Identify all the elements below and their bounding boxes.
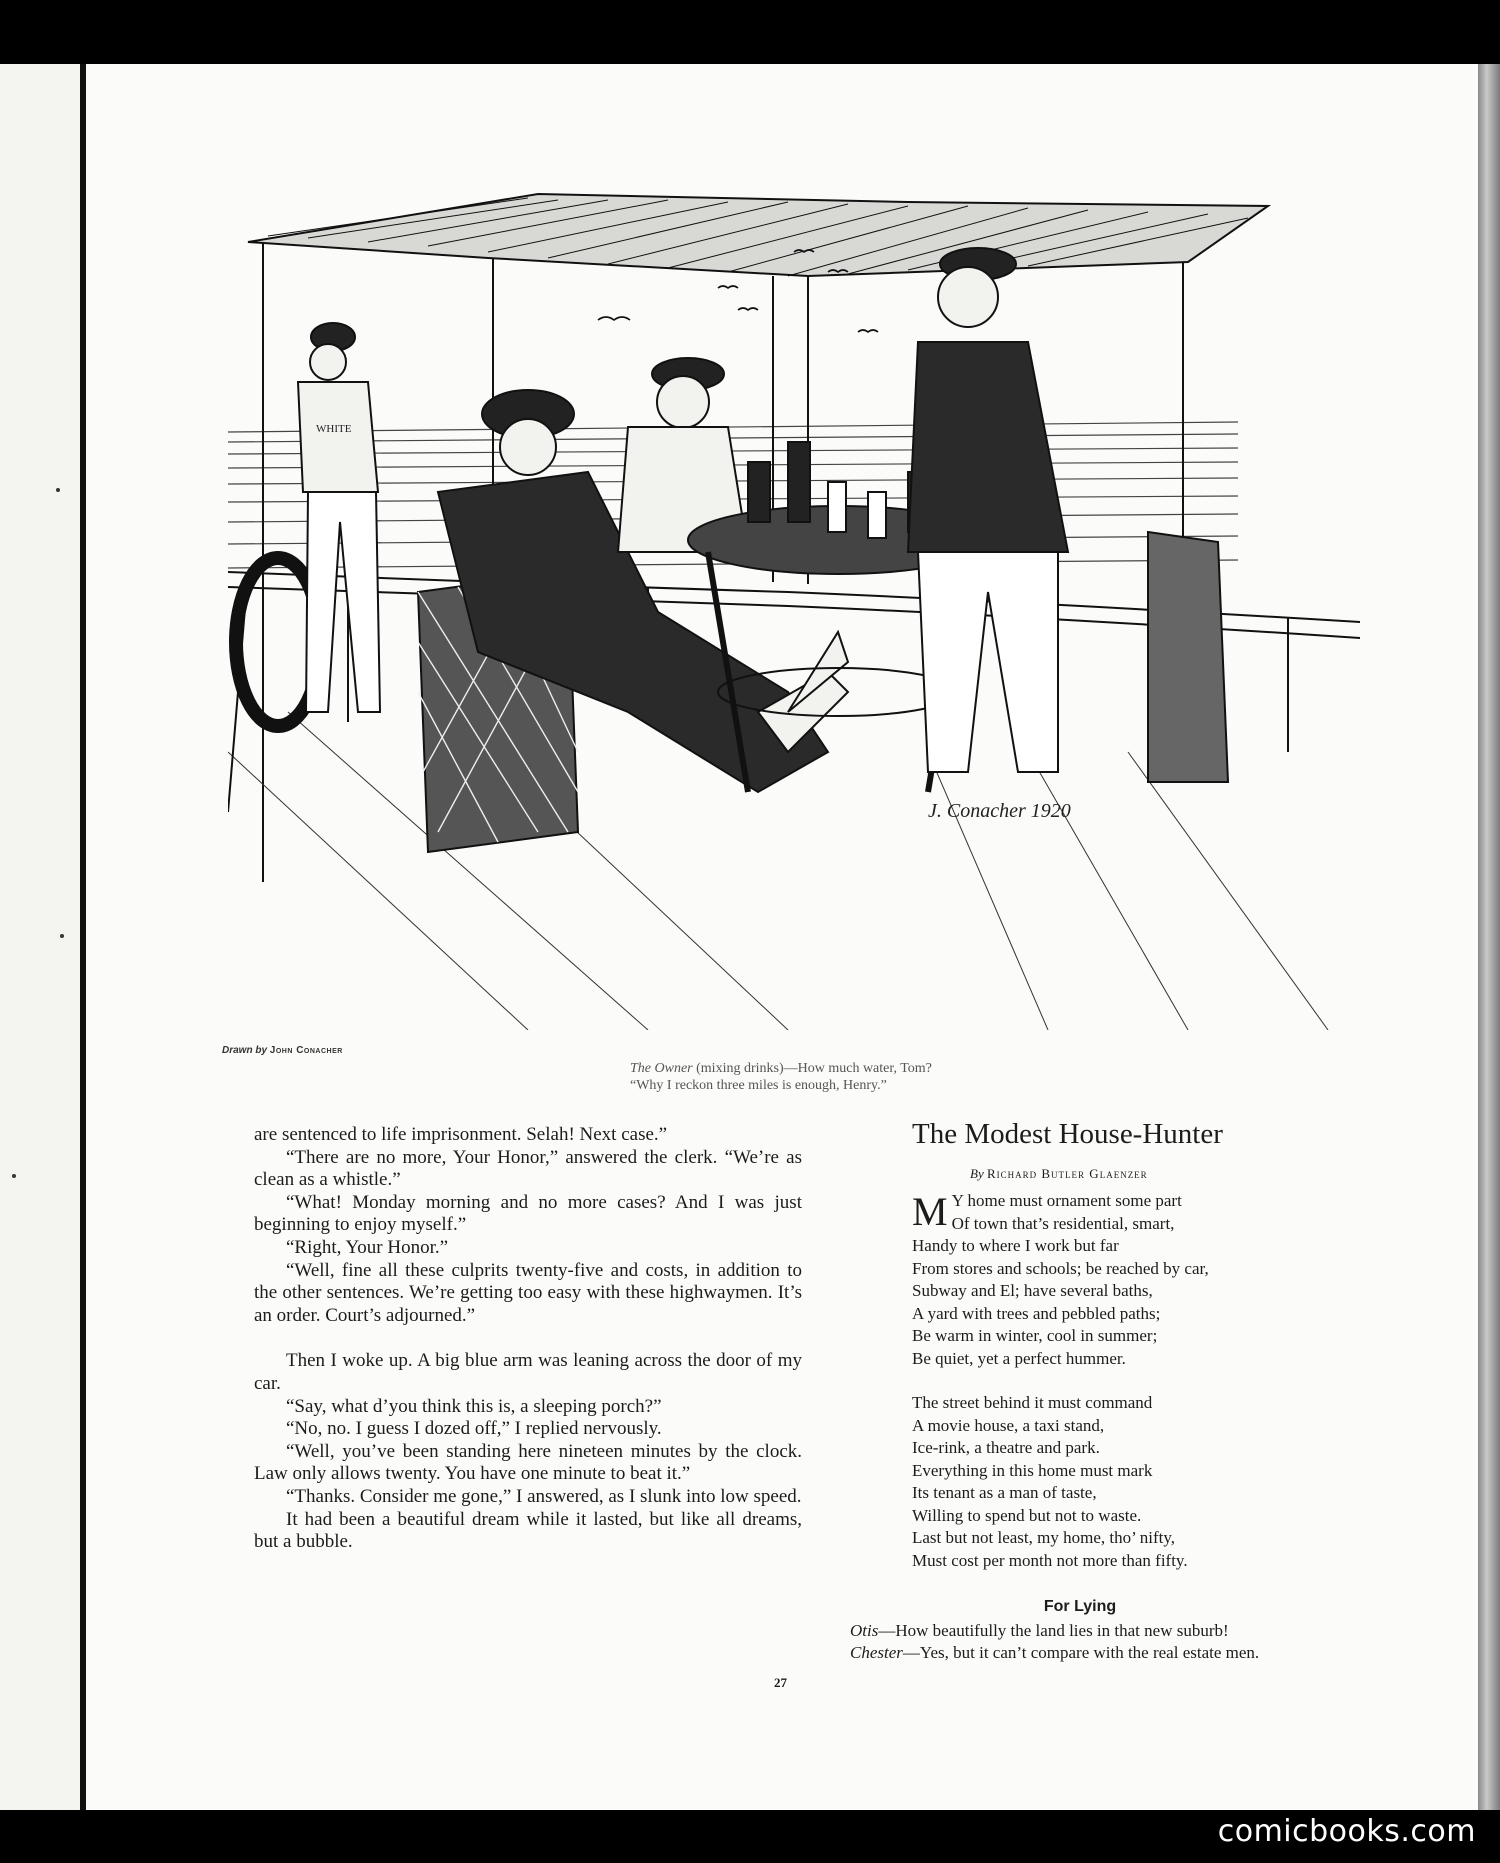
caption-line-2: “Why I reckon three miles is enough, Henry.” bbox=[630, 1078, 887, 1093]
joke-line-2: —Yes, but it can’t compare with the real estate men. bbox=[902, 1643, 1260, 1662]
poem-author: Richard Butler Glaenzer bbox=[986, 1166, 1148, 1181]
section-break bbox=[254, 1327, 802, 1350]
joke-title: For Lying bbox=[1043, 1598, 1117, 1615]
story-paragraph: It had been a beautiful dream while it lasted, but like all dreams, but a bubble. bbox=[254, 1508, 802, 1553]
poem-line: Be warm in winter, cool in summer; bbox=[912, 1326, 1158, 1345]
joke-speaker-2: Chester bbox=[850, 1643, 903, 1662]
story-paragraph: “What! Monday morning and no more cases? And I was just beginning to enjoy myself.” bbox=[254, 1191, 802, 1236]
story-paragraph: Then I woke up. A big blue arm was leaning across the door of my car. bbox=[254, 1350, 802, 1394]
poem-line: Must cost per month not more than fifty. bbox=[912, 1550, 1188, 1570]
cartoon-caption bbox=[630, 1060, 1130, 1094]
story-paragraph: are sentenced to life imprisonment. Selah! Next case.” bbox=[254, 1124, 668, 1145]
joke-speaker-1: Otis bbox=[850, 1621, 879, 1640]
poem-line: Ice-rink, a theatre and park. bbox=[912, 1438, 1100, 1457]
drop-cap: M bbox=[912, 1189, 948, 1234]
poem-byline: By Richard Butler Glaenzer bbox=[970, 1166, 1148, 1181]
site-watermark: comicbooks.com bbox=[1217, 1814, 1476, 1849]
scan-top-border bbox=[0, 0, 1500, 64]
poem-line: The street behind it must command bbox=[912, 1393, 1153, 1412]
poem-body bbox=[912, 1190, 1332, 1594]
artist-signature: J. Conacher 1920 bbox=[928, 800, 1071, 822]
poem-line: A movie house, a taxi stand, bbox=[912, 1415, 1105, 1435]
poem-line-first: M Y home must ornament some part bbox=[912, 1189, 1182, 1234]
joke-body bbox=[850, 1620, 1330, 1664]
page-number: 27 bbox=[774, 1675, 787, 1690]
poem-line: Willing to spend but not to waste. bbox=[912, 1505, 1142, 1525]
yacht-cartoon-illustration bbox=[228, 192, 1360, 1030]
page-stack-edge bbox=[1478, 64, 1500, 1810]
story-paragraph: “Right, Your Honor.” bbox=[286, 1236, 449, 1258]
story-paragraph: “No, no. I guess I dozed off,” I replied nervously. bbox=[286, 1418, 662, 1440]
story-column bbox=[254, 1124, 802, 1554]
story-paragraph: “Say, what d’you think this is, a sleeping porch?” bbox=[286, 1395, 662, 1417]
caption-speaker: The Owner bbox=[630, 1061, 693, 1076]
poem-line: Its tenant as a man of taste, bbox=[912, 1483, 1097, 1502]
poem-line: Subway and El; have several baths, bbox=[912, 1281, 1153, 1300]
story-paragraph: “Well, fine all these culprits twenty-five and costs, in addition to the other sentences. We’re getting too easy with these highwaymen. It’s an order. Court’s adjourned.” bbox=[254, 1259, 802, 1326]
illustration-credit: Drawn by John Conacher bbox=[222, 1045, 343, 1056]
wicker-basket bbox=[1148, 532, 1228, 782]
poem-line: Be quiet, yet a perfect hummer. bbox=[912, 1348, 1126, 1368]
illustrator-name: John Conacher bbox=[269, 1045, 343, 1056]
svg-text:WHITE: WHITE bbox=[316, 423, 352, 435]
facing-page-edge bbox=[0, 64, 84, 1810]
poem-line: From stores and schools; be reached by car, bbox=[912, 1258, 1209, 1278]
joke-line-1: —How beautifully the land lies in that new suburb! bbox=[878, 1621, 1229, 1640]
yacht-deck-drawing bbox=[228, 192, 1360, 1030]
poem-line: Of town that’s residential, smart, bbox=[951, 1213, 1175, 1233]
poem-line: Last but not least, my home, tho’ nifty, bbox=[912, 1528, 1175, 1547]
story-paragraph: “There are no more, Your Honor,” answered the clerk. “We’re as clean as a whistle.” bbox=[254, 1146, 802, 1191]
poem-line: A yard with trees and pebbled paths; bbox=[912, 1303, 1161, 1323]
poem-stanza-2 bbox=[912, 1392, 1332, 1572]
poem-line: Handy to where I work but far bbox=[912, 1236, 1119, 1255]
poem-stanza-1 bbox=[912, 1190, 1332, 1370]
caption-line-1: (mixing drinks)—How much water, Tom? bbox=[692, 1061, 932, 1076]
poem-line: Everything in this home must mark bbox=[912, 1460, 1153, 1480]
story-paragraph: “Thanks. Consider me gone,” I answered, as I slunk into low speed. bbox=[286, 1485, 802, 1507]
poem-title: The Modest House-Hunter bbox=[912, 1118, 1223, 1150]
story-paragraph: “Well, you’ve been standing here nineteen minutes by the clock. Law only allows twenty. You have one minute to beat it.” bbox=[254, 1440, 802, 1485]
